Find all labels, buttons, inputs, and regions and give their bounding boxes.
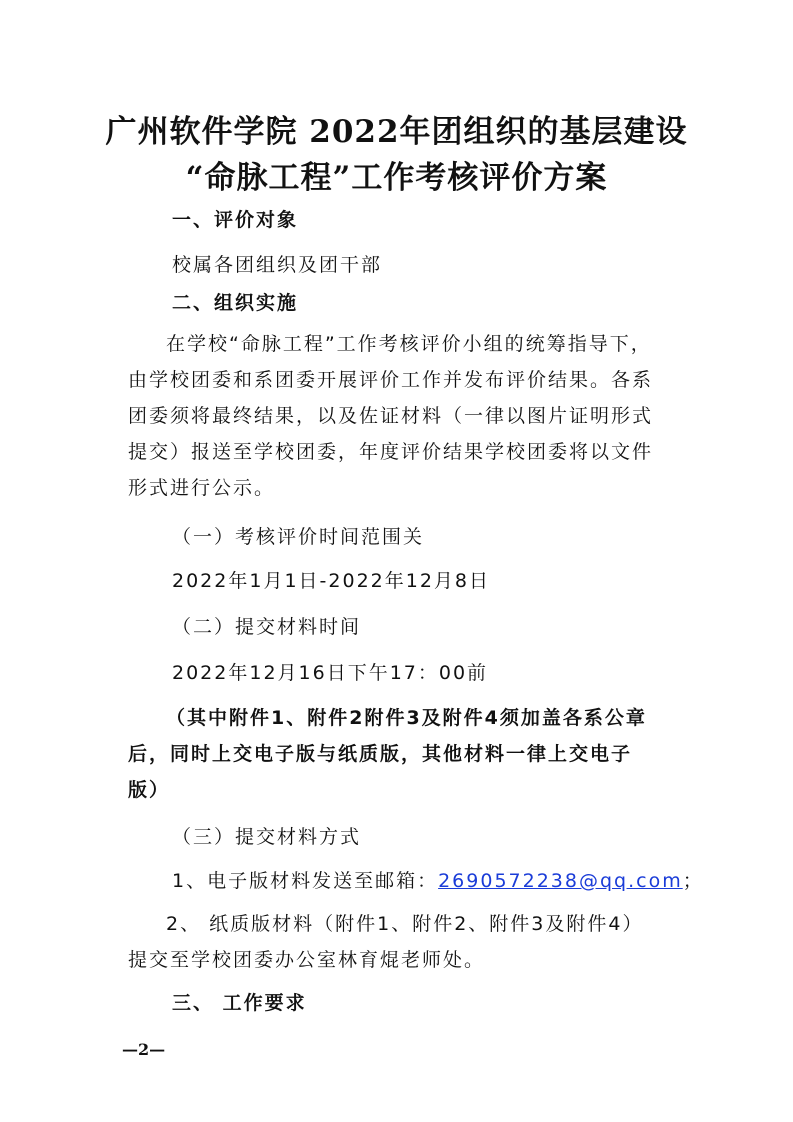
organization-paragraph: 在学校“命脉工程”工作考核评价小组的统筹指导下，由学校团委和系团委开展评价工作并发布评价结果。各系团委须将最终结果，以及佐证材料（一律以图片证明形式提交）报送至学校团委，年度评价结果学校团委将以文件形式进行公示。: [128, 333, 654, 499]
attachment-note: （其中附件1、附件2附件3及附件4须加盖各系公章后，同时上交电子版与纸质版，其他材料一律上交电子版）: [128, 707, 647, 801]
section-heading-evaluation-target: 一、评价对象: [172, 209, 299, 231]
method-paper: 2、 纸质版材料（附件1、附件2、附件3及附件4）提交至学校团委办公室林育焜老师处。: [128, 913, 644, 971]
method-email-suffix: ；: [682, 870, 704, 892]
document-title-line-1: 广州软件学院 2022年团组织的基层建设: [105, 114, 688, 150]
subheading-submission-method: （三）提交材料方式: [172, 826, 362, 848]
evaluation-target-text: 校属各团组织及团干部: [172, 254, 383, 276]
time-range-value: 2022年1月1日-2022年12月8日: [172, 570, 491, 592]
subheading-submission-time: （二）提交材料时间: [172, 616, 362, 638]
email-link[interactable]: 2690572238@qq.com: [438, 870, 683, 892]
method-email-label: 1、电子版材料发送至邮箱：: [172, 870, 439, 892]
subheading-time-range: （一）考核评价时间范围关: [172, 526, 425, 548]
document-title-line-2: “命脉工程”工作考核评价方案: [185, 160, 608, 196]
page-number: —2—: [122, 1040, 166, 1059]
section-heading-organization: 二、组织实施: [172, 292, 299, 314]
submission-time-value: 2022年12月16日下午17：00前: [172, 662, 489, 684]
method-email: [172, 866, 704, 893]
section-heading-work-requirements: 三、 工作要求: [172, 992, 307, 1014]
